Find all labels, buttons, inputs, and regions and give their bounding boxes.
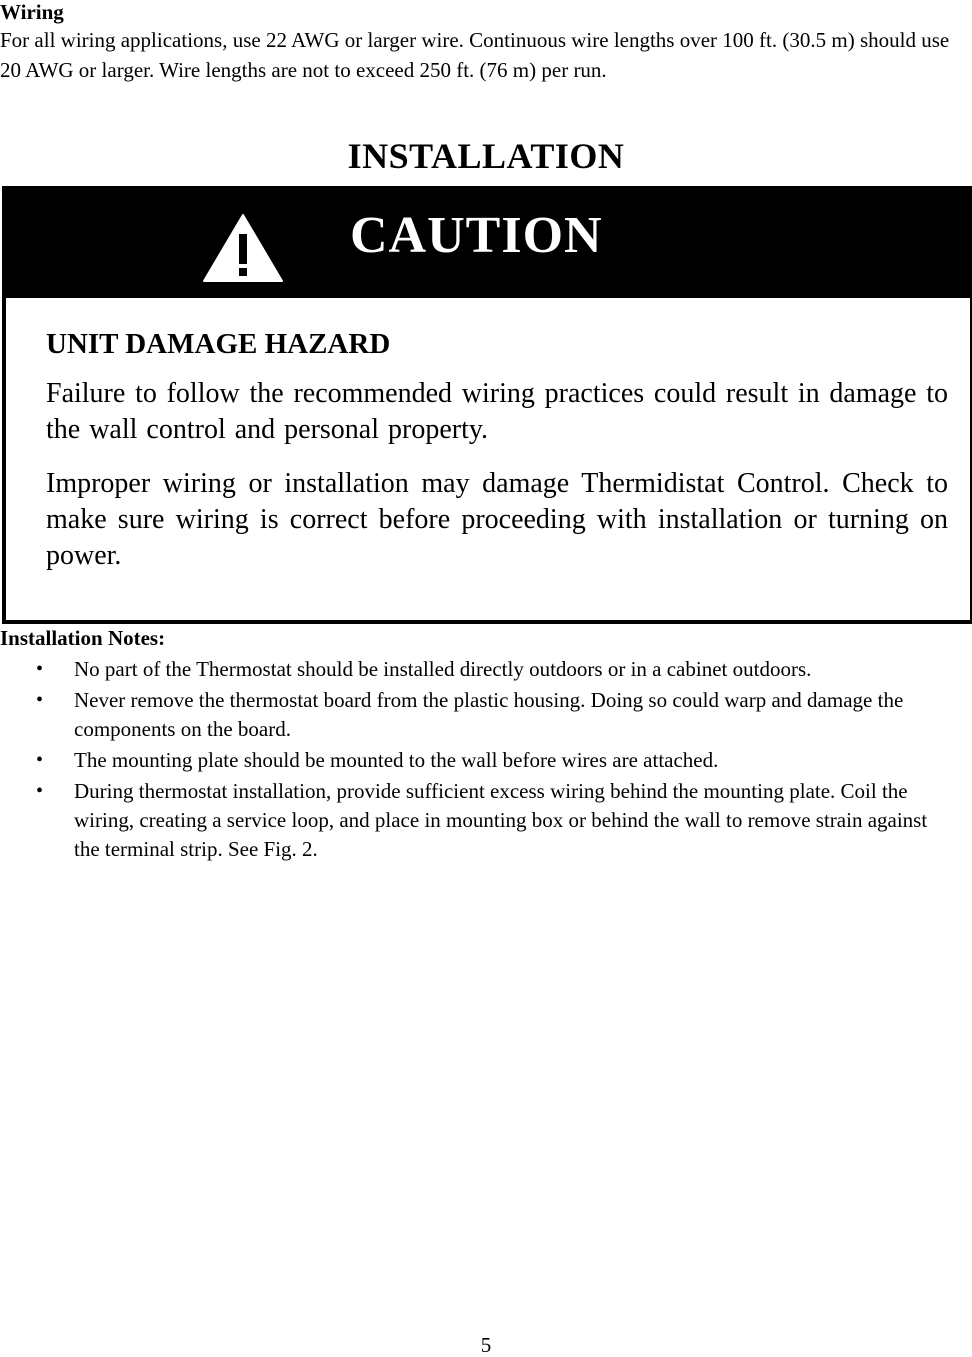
wiring-paragraph: For all wiring applications, use 22 AWG or larger wire. Continuous wire lengths over 100 ft. (30.5 m) should use 20 AWG or larger. Wire lengths are not to exceed 250 ft. (76 m) per run. bbox=[0, 28, 950, 82]
installation-notes-heading: Installation Notes: bbox=[0, 626, 166, 650]
list-item bbox=[0, 686, 972, 744]
note-text: During thermostat installation, provide sufficient excess wiring behind the mounting plate. Coil the wiring, creating a service loop, and place in mounting box or behind the wall to remove strain against the terminal strip. See Fig. 2. bbox=[74, 779, 928, 861]
installation-notes-list bbox=[0, 655, 972, 866]
note-text: The mounting plate should be mounted to the wall before wires are attached. bbox=[74, 748, 719, 772]
page-number: 5 bbox=[480, 1333, 492, 1357]
section-title: INSTALLATION bbox=[347, 136, 625, 176]
note-text: No part of the Thermostat should be installed directly outdoors or in a cabinet outdoors. bbox=[74, 657, 812, 681]
bullet-icon: • bbox=[36, 749, 44, 771]
hazard-paragraph: Failure to follow the recommended wiring practices could result in damage to the wall control and personal property. bbox=[46, 378, 948, 445]
list-item bbox=[0, 655, 972, 684]
note-text: Never remove the thermostat board from the plastic housing. Doing so could warp and damage the components on the board. bbox=[74, 688, 904, 741]
hazard-title: UNIT DAMAGE HAZARD bbox=[46, 328, 391, 360]
caution-header bbox=[6, 190, 970, 298]
list-item bbox=[0, 746, 972, 775]
caution-box bbox=[2, 186, 972, 624]
bullet-icon: • bbox=[36, 780, 44, 802]
caution-signal-word: CAUTION bbox=[350, 207, 603, 264]
warning-triangle-icon bbox=[202, 212, 284, 284]
list-item bbox=[0, 777, 972, 864]
hazard-paragraph: Improper wiring or installation may damage Thermidistat Control. Check to make sure wiring is correct before proceeding with installation or turning on power. bbox=[46, 468, 948, 571]
bullet-icon: • bbox=[36, 689, 44, 711]
bullet-icon: • bbox=[36, 658, 44, 680]
wiring-heading: Wiring bbox=[0, 0, 64, 24]
